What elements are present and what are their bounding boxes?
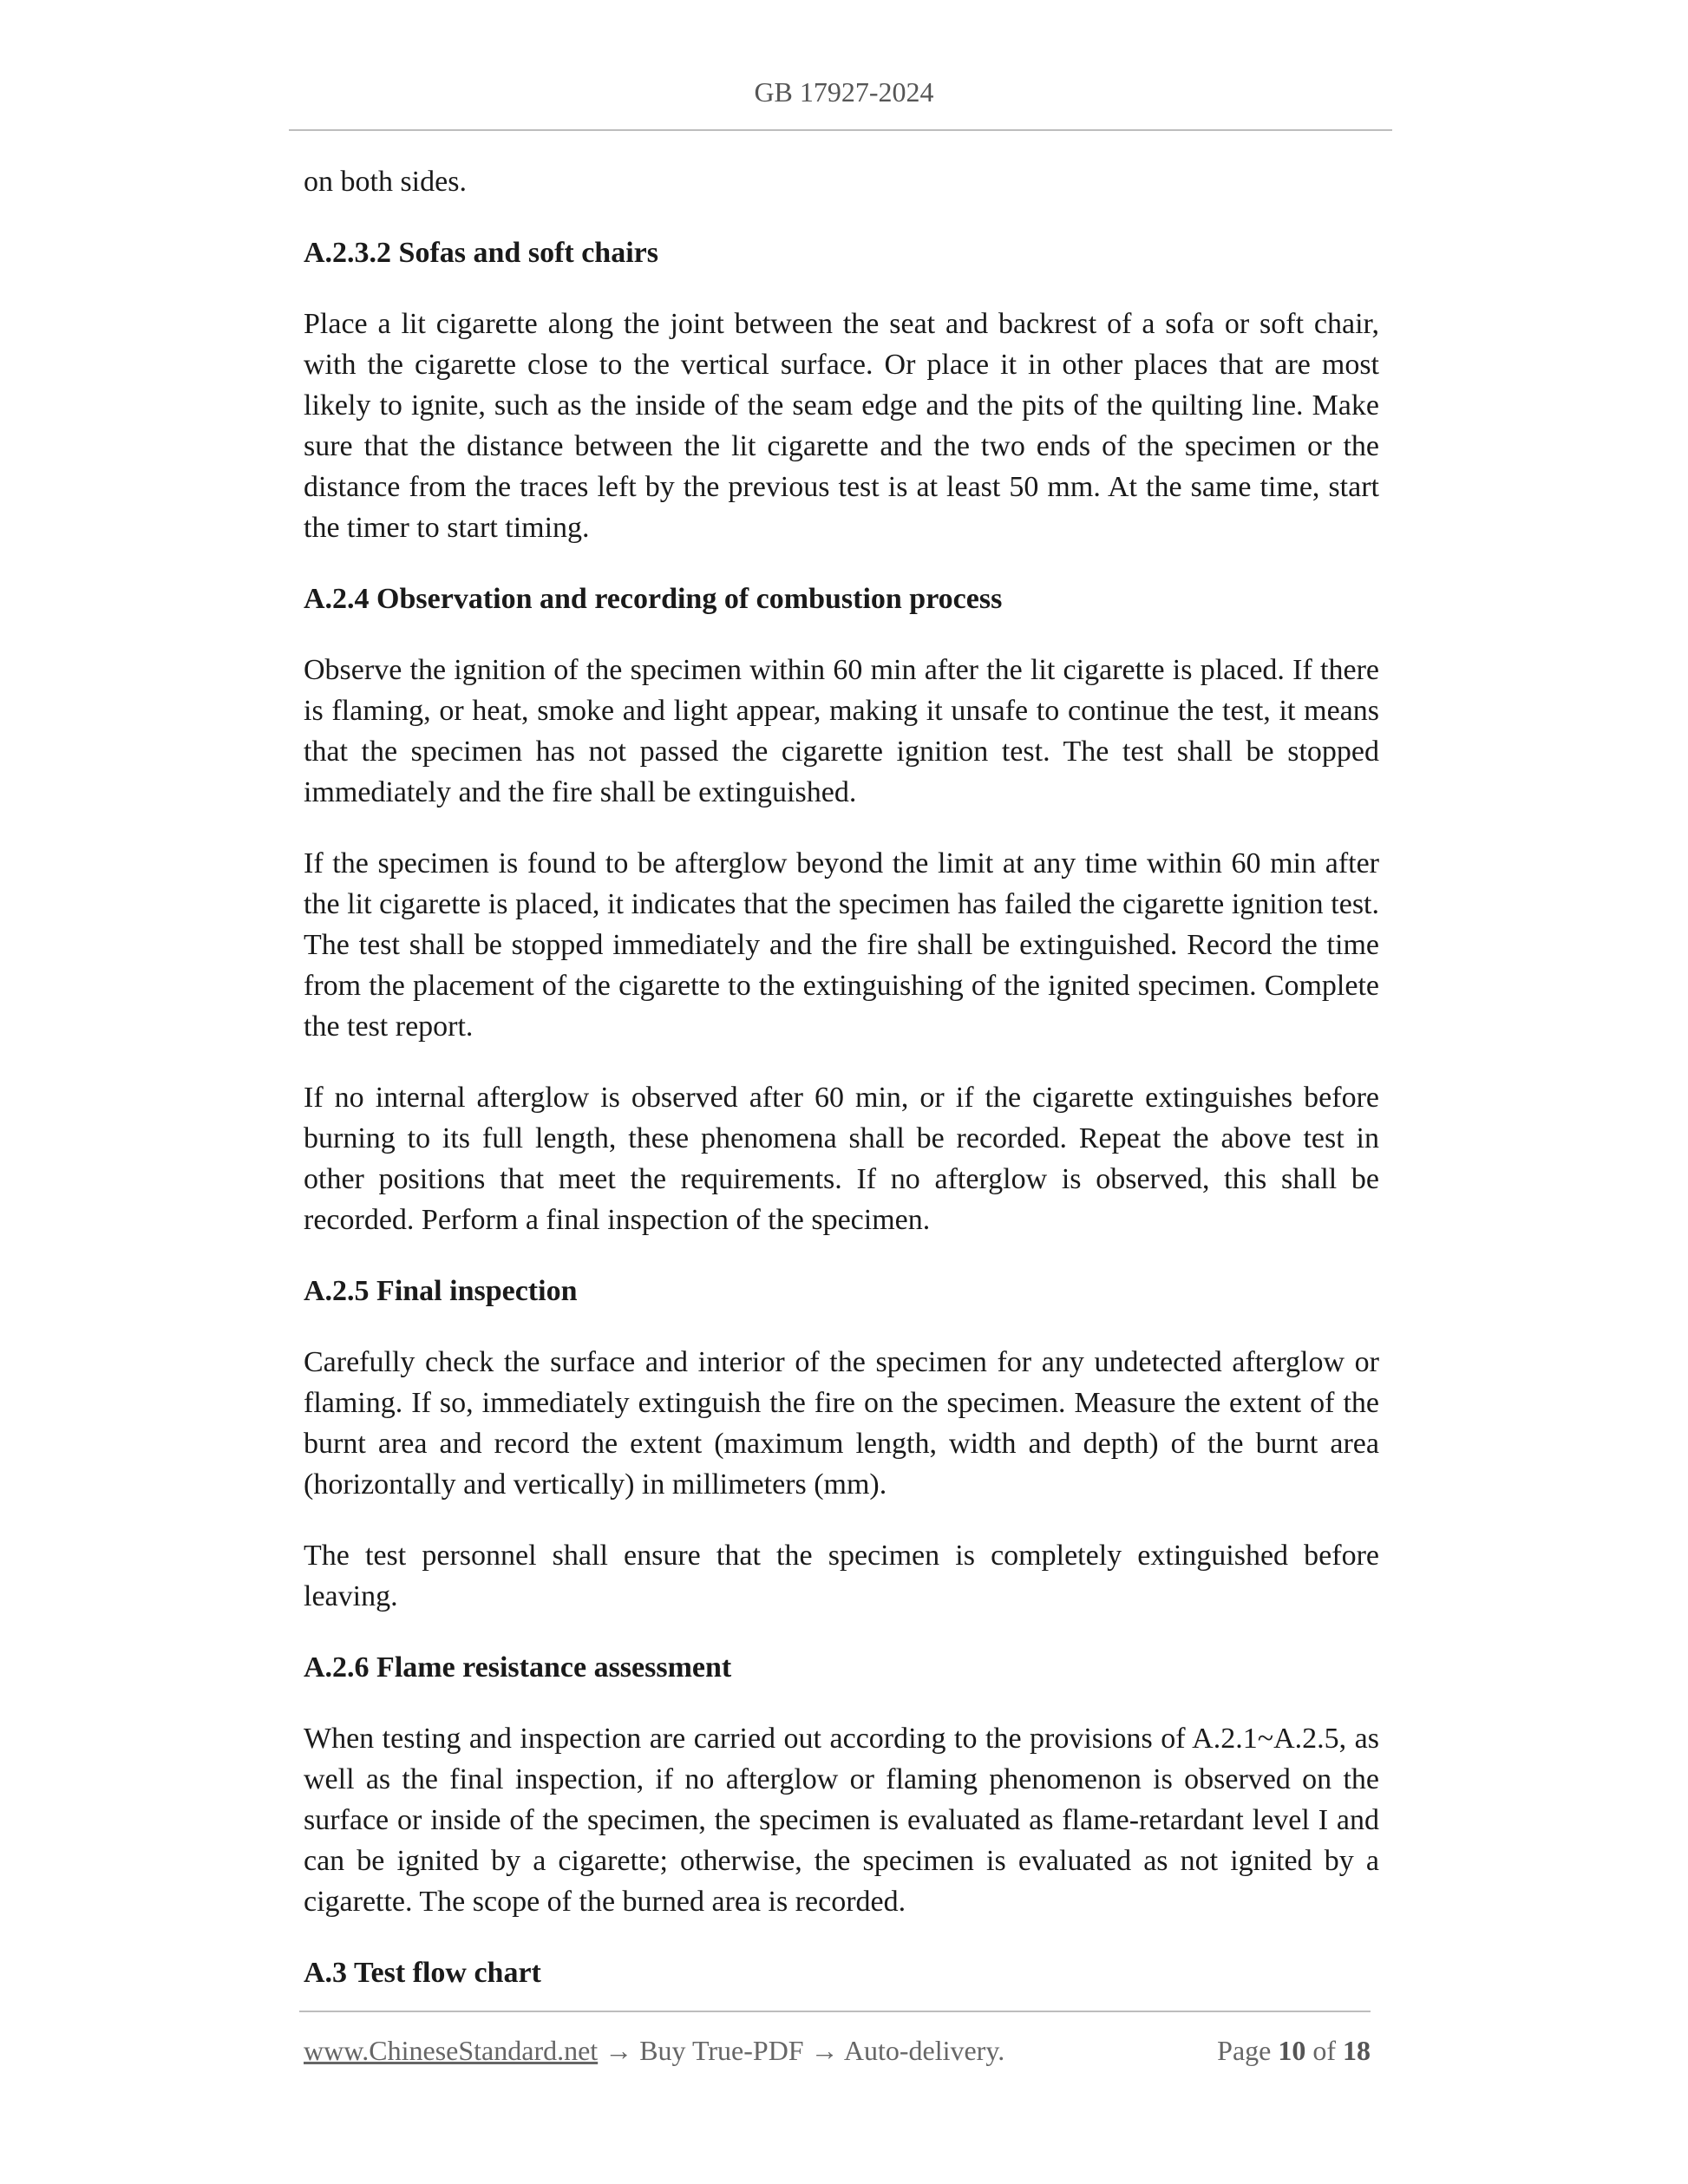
section-heading-a24: A.2.4 Observation and recording of combustion process (304, 583, 1003, 615)
auto-delivery-text: Auto-delivery. (843, 2035, 1005, 2066)
document-header-title: GB 17927-2024 (754, 76, 934, 108)
paragraph-a24-2: If the specimen is found to be afterglow beyond the limit at any time within 60 min after the lit cigarette is placed, it indicates that the specimen has failed the cigarette ignition test. The test shall be stopped immediately and the fire shall be extinguished. Record the time from the placement of the cigarette to the extinguishing of the ignited specimen. Complete the test report. (304, 847, 1379, 1043)
paragraph-a25-1: Carefully check the surface and interior of the specimen for any undetected afterglow or flaming. If so, immediately extinguish the fire on the specimen. Measure the extent of the burnt area and record the extent (maximum length, width and depth) of the burnt area (horizontally and vertically) in millimeters (mm). (304, 1346, 1379, 1501)
page-number: 10 (1278, 2035, 1306, 2066)
header-divider (289, 129, 1392, 131)
arrow-right-icon: → (810, 2035, 839, 2066)
website-link[interactable]: www.ChineseStandard.net (304, 2035, 599, 2066)
paragraph-a24-3: If no internal afterglow is observed after 60 min, or if the cigarette extinguishes before burning to its full length, these phenomena shall be recorded. Repeat the above test in other positions that meet the requirements. If no afterglow is observed, this shall be recorded. Perform a final inspection of the specimen. (304, 1082, 1379, 1236)
paragraph-a232: Place a lit cigarette along the joint between the seat and backrest of a sofa or soft chair, with the cigarette close to the vertical surface. Or place it in other places that are most likely to ignite, such as the inside of the seam edge and the pits of the quilting line. Make sure that the distance between the lit cigarette and the two ends of the specimen or the distance from the traces left by the previous test is at least 50 mm. At the same time, start the timer to start timing. (304, 308, 1379, 544)
arrow-right-icon: → (605, 2035, 633, 2066)
paragraph-continuation: on both sides. (304, 166, 467, 198)
page-total: 18 (1343, 2035, 1371, 2066)
page-footer (304, 2035, 1371, 2067)
document-body (304, 161, 1379, 2024)
paragraph-a26: When testing and inspection are carried out according to the provisions of A.2.1~A.2.5, as well as the final inspection, if no afterglow or flaming phenomenon is observed on the surface or inside of the specimen, the specimen is evaluated as flame-retardant level I and can be ignited by a cigarette; otherwise, the specimen is evaluated as not ignited by a cigarette. The scope of the burned area is recorded. (304, 1723, 1379, 1918)
footer-left (304, 2035, 1004, 2066)
paragraph-a24-1: Observe the ignition of the specimen within 60 min after the lit cigarette is placed. If there is flaming, or heat, smoke and light appear, making it unsafe to continue the test, it means that the specimen has not passed the cigarette ignition test. The test shall be stopped immediately and the fire shall be extinguished. (304, 654, 1379, 808)
paragraph-a25-2: The test personnel shall ensure that the specimen is completely extinguished before leaving. (304, 1540, 1379, 1612)
section-heading-a3: A.3 Test flow chart (304, 1957, 541, 1989)
page-indicator (1217, 2035, 1371, 2067)
section-heading-a26: A.2.6 Flame resistance assessment (304, 1651, 732, 1684)
buy-pdf-text: Buy True-PDF (639, 2035, 804, 2066)
section-heading-a25: A.2.5 Final inspection (304, 1275, 578, 1307)
of-label: of (1312, 2035, 1336, 2066)
page-label: Page (1217, 2035, 1272, 2066)
footer-divider (299, 2011, 1371, 2012)
section-heading-a232: A.2.3.2 Sofas and soft chairs (304, 237, 658, 269)
